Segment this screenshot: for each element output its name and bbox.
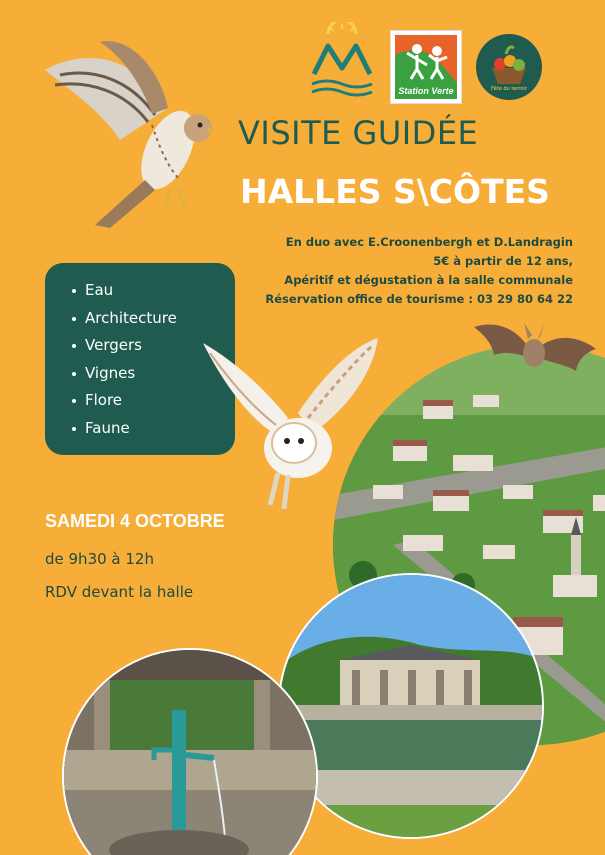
event-time: de 9h30 à 12h xyxy=(45,550,154,568)
meeting-point: RDV devant la halle xyxy=(45,583,194,601)
topic-item: Architecture xyxy=(85,305,235,333)
topic-item: Eau xyxy=(85,277,235,305)
info-line: Réservation office de tourisme : 03 29 80 64 22 xyxy=(265,292,573,306)
info-line: Apéritif et dégustation à la salle communale xyxy=(284,273,573,287)
topic-item: Faune xyxy=(85,415,235,443)
topic-item: Vergers xyxy=(85,332,235,360)
topic-item: Vignes xyxy=(85,360,235,388)
event-date: SAMEDI 4 OCTOBRE xyxy=(45,511,225,531)
station-verte-figures xyxy=(395,35,457,83)
fountain-image xyxy=(64,650,316,855)
round-badge-logo xyxy=(476,34,542,100)
topic-item: Flore xyxy=(85,387,235,415)
bat-illustration xyxy=(472,315,597,385)
owl-illustration xyxy=(198,333,383,513)
station-verte-logo xyxy=(390,30,462,104)
info-line: 5€ à partir de 12 ans, xyxy=(433,254,573,268)
halle-photo xyxy=(278,573,544,839)
meuse-wave-logo-icon xyxy=(308,22,378,100)
info-line: En duo avec E.Croonenbergh et D.Landragin xyxy=(285,235,573,249)
kestrel-illustration xyxy=(40,30,215,230)
title-line1: VISITE GUIDÉE xyxy=(238,114,479,152)
title-line2: HALLES S\CÔTES xyxy=(240,172,550,211)
station-verte-label: Station Verte xyxy=(395,83,457,99)
halle-image xyxy=(280,575,542,837)
badge-label: Fête du terroir xyxy=(491,86,527,92)
info-block xyxy=(253,233,573,309)
children-icon xyxy=(395,35,457,83)
